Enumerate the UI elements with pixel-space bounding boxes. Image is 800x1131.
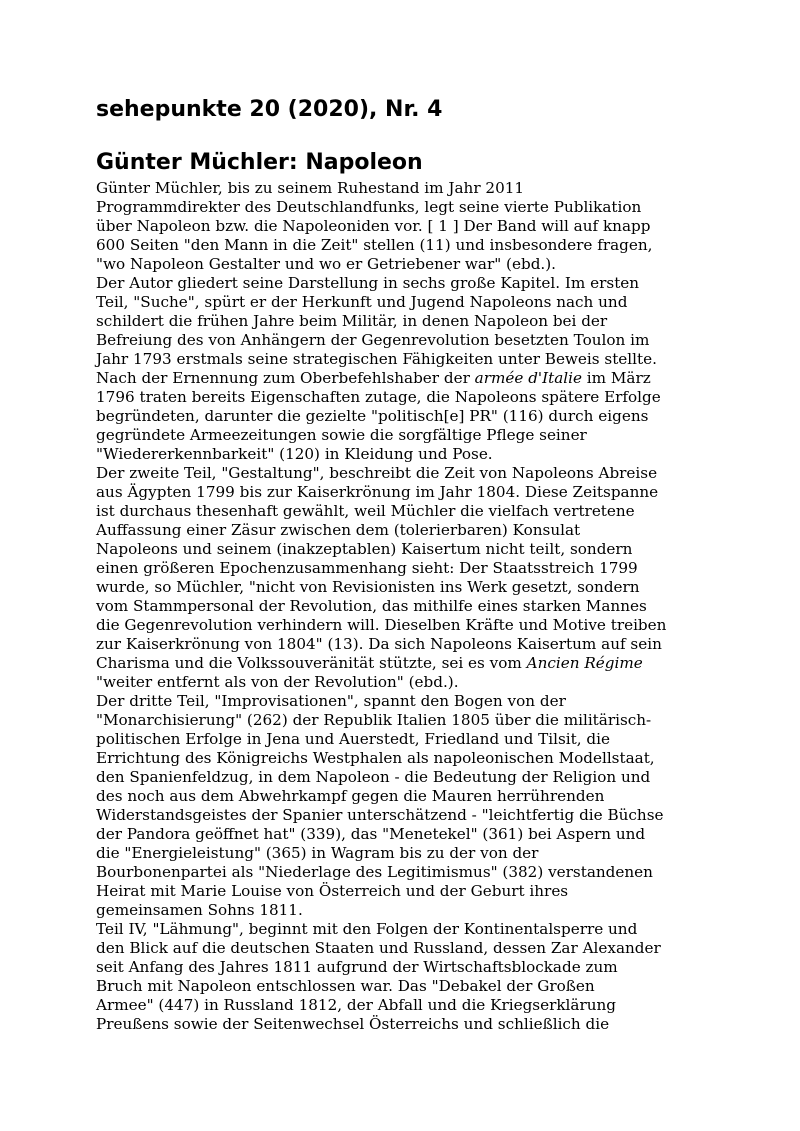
italic-term: Ancien Régime bbox=[526, 654, 643, 672]
text-line: die "Energieleistung" (365) in Wagram bis zu der von der bbox=[96, 844, 539, 862]
text-line: Bruch mit Napoleon entschlossen war. Das "Debakel der Großen bbox=[96, 977, 595, 995]
text-line: die Gegenrevolution verhindern will. Dieselben Kräfte und Motive treiben bbox=[96, 616, 667, 634]
text-line: Armee" (447) in Russland 1812, der Abfall und die Kriegserklärung bbox=[96, 996, 616, 1014]
text-line: 600 Seiten "den Mann in die Zeit" stellen (11) und insbesondere fragen, bbox=[96, 236, 653, 254]
review-body bbox=[96, 179, 716, 1034]
text-line: gemeinsamen Sohns 1811. bbox=[96, 901, 303, 919]
text-line: schildert die frühen Jahre beim Militär, in denen Napoleon bei der bbox=[96, 312, 608, 330]
text-line: Der zweite Teil, "Gestaltung", beschreibt die Zeit von Napoleons Abreise bbox=[96, 464, 658, 482]
text-line: Programmdirekter des Deutschlandfunks, legt seine vierte Publikation bbox=[96, 198, 642, 216]
body-paragraph bbox=[96, 179, 716, 274]
text-line: Der Autor gliedert seine Darstellung in sechs große Kapitel. Im ersten bbox=[96, 274, 640, 292]
text-line: Preußens sowie der Seitenwechsel Österreichs und schließlich die bbox=[96, 1015, 610, 1033]
text-line: politischen Erfolge in Jena und Auerstedt, Friedland und Tilsit, die bbox=[96, 730, 610, 748]
text-line: Napoleons und seinem (inakzeptablen) Kaisertum nicht teilt, sondern bbox=[96, 540, 633, 558]
text-line: gegründete Armeezeitungen sowie die sorgfältige Pflege seiner bbox=[96, 426, 587, 444]
text-line: Befreiung des von Anhängern der Gegenrevolution besetzten Toulon im bbox=[96, 331, 650, 349]
italic-term: armée d'Italie bbox=[474, 369, 582, 387]
text-line: Errichtung des Königreichs Westphalen als napoleonischen Modellstaat, bbox=[96, 749, 655, 767]
body-paragraph bbox=[96, 274, 716, 464]
body-paragraph bbox=[96, 692, 716, 920]
text-line: wurde, so Müchler, "nicht von Revisionisten ins Werk gesetzt, sondern bbox=[96, 578, 640, 596]
text-line: Charisma und die Volkssouveränität stützte, sei es vom Ancien Régime bbox=[96, 654, 643, 672]
article-page bbox=[96, 96, 716, 1034]
text-line: 1796 traten bereits Eigenschaften zutage, die Napoleons spätere Erfolge bbox=[96, 388, 661, 406]
text-line: Jahr 1793 erstmals seine strategischen Fähigkeiten unter Beweis stellte. bbox=[96, 350, 657, 368]
text-line: Heirat mit Marie Louise von Österreich und der Geburt ihres bbox=[96, 882, 569, 900]
text-line: vom Stammpersonal der Revolution, das mithilfe eines starken Mannes bbox=[96, 597, 647, 615]
text-line: seit Anfang des Jahres 1811 aufgrund der Wirtschaftsblockade zum bbox=[96, 958, 618, 976]
text-line: aus Ägypten 1799 bis zur Kaiserkrönung im Jahr 1804. Diese Zeitspanne bbox=[96, 483, 659, 501]
text-line: zur Kaiserkrönung von 1804" (13). Da sich Napoleons Kaisertum auf sein bbox=[96, 635, 662, 653]
text-line: Bourbonenpartei als "Niederlage des Legitimismus" (382) verstandenen bbox=[96, 863, 653, 881]
body-paragraph bbox=[96, 464, 716, 692]
text-line: einen größeren Epochenzusammenhang sieht: Der Staatsstreich 1799 bbox=[96, 559, 638, 577]
text-line: Teil IV, "Lähmung", beginnt mit den Folgen der Kontinentalsperre und bbox=[96, 920, 638, 938]
text-line: "Monarchisierung" (262) der Republik Italien 1805 über die militärisch- bbox=[96, 711, 652, 729]
text-line: der Pandora geöffnet hat" (339), das "Menetekel" (361) bei Aspern und bbox=[96, 825, 646, 843]
text-line: "weiter entfernt als von der Revolution" (ebd.). bbox=[96, 673, 459, 691]
text-line: ist durchaus thesenhaft gewählt, weil Müchler die vielfach vertretene bbox=[96, 502, 635, 520]
journal-issue-heading: sehepunkte 20 (2020), Nr. 4 bbox=[96, 97, 443, 122]
text-line: den Blick auf die deutschen Staaten und Russland, dessen Zar Alexander bbox=[96, 939, 661, 957]
review-title: Günter Müchler: Napoleon bbox=[96, 150, 423, 175]
text-line: Auffassung einer Zäsur zwischen dem (tolerierbaren) Konsulat bbox=[96, 521, 581, 539]
text-line: Günter Müchler, bis zu seinem Ruhestand im Jahr 2011 bbox=[96, 179, 525, 197]
text-line: über Napoleon bzw. die Napoleoniden vor. [ 1 ] Der Band will auf knapp bbox=[96, 217, 651, 235]
text-line: begründeten, darunter die gezielte "politisch[e] PR" (116) durch eigens bbox=[96, 407, 649, 425]
text-line: des noch aus dem Abwehrkampf gegen die Mauren herrührenden bbox=[96, 787, 605, 805]
body-paragraph bbox=[96, 920, 716, 1034]
text-line: Teil, "Suche", spürt er der Herkunft und Jugend Napoleons nach und bbox=[96, 293, 628, 311]
text-line: Nach der Ernennung zum Oberbefehlshaber der armée d'Italie im März bbox=[96, 369, 651, 387]
text-line: Der dritte Teil, "Improvisationen", spannt den Bogen von der bbox=[96, 692, 566, 710]
text-line: Widerstandsgeistes der Spanier unterschätzend - "leichtfertig die Büchse bbox=[96, 806, 664, 824]
text-line: "Wiedererkennbarkeit" (120) in Kleidung und Pose. bbox=[96, 445, 493, 463]
text-line: "wo Napoleon Gestalter und wo er Getriebener war" (ebd.). bbox=[96, 255, 556, 273]
text-line: den Spanienfeldzug, in dem Napoleon - die Bedeutung der Religion und bbox=[96, 768, 651, 786]
